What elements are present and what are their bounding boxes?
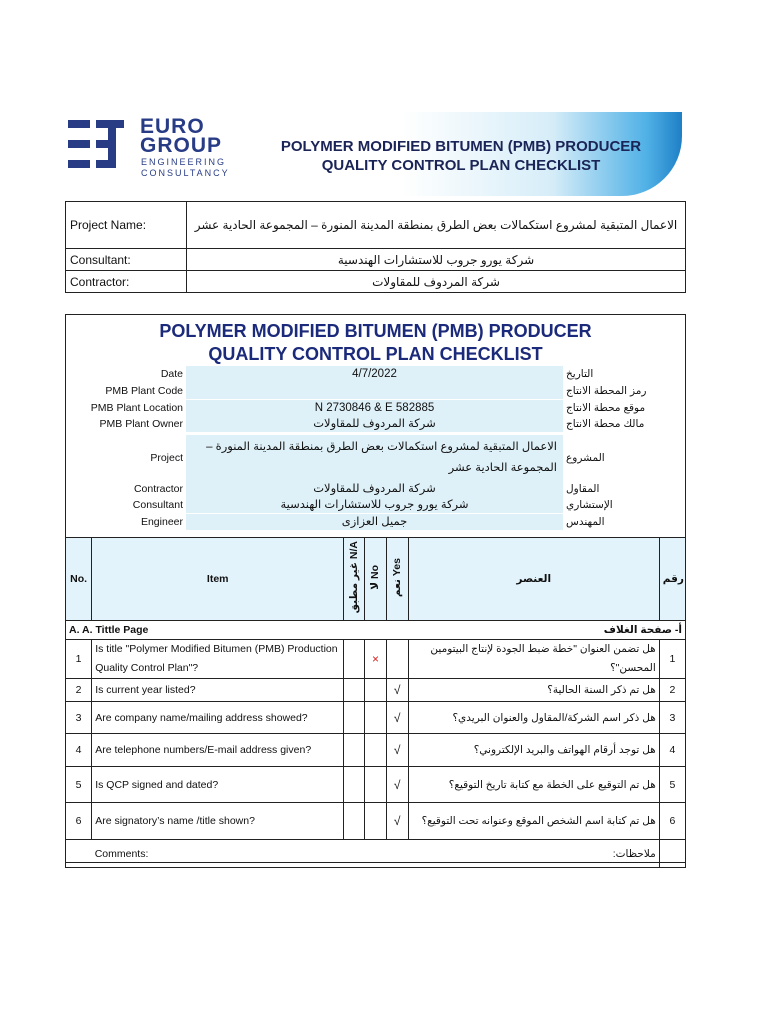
row-yes-cell[interactable] — [386, 640, 408, 679]
meta-value — [186, 383, 563, 399]
meta-row-plant-owner — [66, 416, 685, 433]
col-header-na — [344, 538, 365, 621]
meta-label-ar: الإستشاري — [566, 499, 613, 511]
comments-row — [66, 840, 686, 868]
row-item: Are signatory’s name /title shown? — [92, 803, 344, 840]
meta-row-plant-code — [66, 383, 685, 400]
row-item-ar: هل تضمن العنوان "خطة ضبط الجودة لإنتاج البيتومين المحسن"؟ — [408, 640, 659, 679]
col-header-no-answer — [365, 538, 386, 621]
row-no-cell[interactable] — [365, 767, 386, 803]
project-name-value: الاعمال المتبقية لمشروع استكمالات بعض الطرق بمنطقة المدينة المنورة – المجموعة الحادية عشر — [187, 202, 686, 249]
meta-label-ar: موقع محطة الانتاج — [566, 402, 646, 414]
row-item-ar: هل توجد أرقام الهواتف والبريد الإلكتروني؟ — [408, 734, 659, 767]
section-title-ar: أ- صفحة الغلاف — [386, 621, 685, 640]
table-row — [66, 734, 686, 767]
row-item: Are company name/mailing address showed? — [92, 702, 344, 734]
meta-label: PMB Plant Owner — [99, 418, 183, 430]
meta-label: Project — [150, 452, 183, 464]
row-na-cell[interactable] — [344, 803, 365, 840]
row-yes-cell[interactable]: √ — [386, 767, 408, 803]
row-yes-cell[interactable]: √ — [386, 734, 408, 767]
row-item-ar: هل تم ذكر السنة الحالية؟ — [408, 679, 659, 702]
page-title-line1: POLYMER MODIFIED BITUMEN (PMB) PRODUCER — [280, 138, 642, 155]
meta-row-project — [66, 434, 685, 482]
page-title — [266, 137, 656, 175]
project-name-label: Project Name: — [66, 202, 187, 249]
checklist-table — [65, 537, 686, 868]
table-row — [66, 702, 686, 734]
logo-text-engineering: ENGINEERING — [141, 157, 227, 167]
meta-label: PMB Plant Code — [105, 385, 183, 397]
row-item: Are telephone numbers/E-mail address given? — [92, 734, 344, 767]
meta-row-contractor — [66, 481, 685, 498]
row-number: 1 — [66, 640, 92, 679]
row-number: 6 — [66, 803, 92, 840]
contractor-label: Contractor: — [66, 271, 187, 293]
table-row — [66, 803, 686, 840]
row-na-cell[interactable] — [344, 679, 365, 702]
col-header-no: No. — [66, 538, 92, 621]
comments-label-ar[interactable]: ملاحظات: — [408, 840, 659, 868]
page-title-line2: QUALITY CONTROL PLAN CHECKLIST — [321, 157, 601, 174]
row-item-ar: هل تم كتابة اسم الشخص الموقع وعنوانه تحت التوقيع؟ — [408, 803, 659, 840]
meta-label-ar: مالك محطة الانتاج — [566, 418, 645, 430]
col-header-item: Item — [92, 538, 344, 621]
meta-value: شركة المردوف للمقاولات — [186, 481, 563, 497]
row-yes-cell[interactable]: √ — [386, 702, 408, 734]
table-header-row — [66, 538, 686, 621]
row-number: 3 — [66, 702, 92, 734]
row-item: Is current year listed? — [92, 679, 344, 702]
meta-label: Consultant — [132, 499, 183, 511]
row-number-ar: 4 — [659, 734, 685, 767]
row-na-cell[interactable] — [344, 702, 365, 734]
row-na-cell[interactable] — [344, 767, 365, 803]
row-yes-cell[interactable]: √ — [386, 679, 408, 702]
meta-value: شركة يورو جروب للاستشارات الهندسية — [186, 497, 563, 513]
consultant-value: شركة يورو جروب للاستشارات الهندسية — [187, 249, 686, 271]
meta-value: جميل العزازى — [186, 514, 563, 530]
row-number-ar: 2 — [659, 679, 685, 702]
comments-label[interactable]: Comments: — [92, 840, 409, 868]
meta-value: شركة المردوف للمقاولات — [186, 416, 563, 432]
row-no-cell[interactable] — [365, 734, 386, 767]
meta-label: Date — [160, 368, 183, 380]
row-na-cell[interactable] — [344, 640, 365, 679]
checklist-title-line2: QUALITY CONTROL PLAN CHECKLIST — [208, 344, 543, 364]
logo-text-group: GROUP — [140, 134, 223, 157]
consultant-label: Consultant: — [66, 249, 187, 271]
row-item: Is title "Polymer Modified Bitumen (PMB) Production Quality Control Plan"? — [92, 640, 344, 679]
meta-value: الاعمال المتبقية لمشروع استكمالات بعض الطرق بمنطقة المدينة المنورة – المجموعة الحادية عشر — [186, 435, 563, 481]
row-number: 5 — [66, 767, 92, 803]
meta-label-ar: المقاول — [566, 483, 600, 495]
meta-label-ar: رمز المحطة الانتاج — [566, 385, 647, 397]
row-number: 2 — [66, 679, 92, 702]
contractor-value: شركة المردوف للمقاولات — [187, 271, 686, 293]
section-title-en: A. A. Tittle Page — [66, 621, 387, 640]
meta-row-plant-location — [66, 400, 685, 417]
meta-label-ar: المهندس — [566, 516, 605, 528]
meta-row-consultant — [66, 497, 685, 514]
logo-text-consultancy: CONSULTANCY — [141, 168, 230, 178]
row-no-cell[interactable]: × — [365, 640, 386, 679]
logo-text-sub — [141, 157, 230, 179]
meta-value: 4/7/2022 — [186, 366, 563, 383]
col-header-na-text: غير مطبق N/A — [348, 541, 361, 614]
row-item-ar: هل ذكر اسم الشركة/المقاول والعنوان البريدي؟ — [408, 702, 659, 734]
col-header-yes — [386, 538, 408, 621]
euro-group-logo-icon — [68, 120, 124, 168]
col-header-no-ar: رقم — [659, 538, 685, 621]
row-yes-cell[interactable]: √ — [386, 803, 408, 840]
checklist-title-line1: POLYMER MODIFIED BITUMEN (PMB) PRODUCER — [159, 321, 592, 341]
col-header-no-answer-text: لا No — [369, 565, 382, 590]
comments-spacer-ar — [659, 840, 685, 868]
row-number-ar: 6 — [659, 803, 685, 840]
meta-label: Engineer — [140, 516, 183, 528]
checklist-title — [66, 320, 685, 366]
row-no-cell[interactable] — [365, 702, 386, 734]
row-no-cell[interactable] — [365, 803, 386, 840]
row-item: Is QCP signed and dated? — [92, 767, 344, 803]
row-no-cell[interactable] — [365, 679, 386, 702]
section-row — [66, 621, 686, 640]
row-number-ar: 5 — [659, 767, 685, 803]
row-na-cell[interactable] — [344, 734, 365, 767]
meta-label-ar: التاريخ — [566, 368, 594, 380]
col-header-item-ar: العنصر — [408, 538, 659, 621]
meta-label: Contractor — [133, 483, 183, 495]
meta-row-engineer — [66, 514, 685, 531]
meta-label: PMB Plant Location — [90, 402, 183, 414]
meta-value: N 2730846 & E 582885 — [186, 400, 563, 416]
row-number-ar: 1 — [659, 640, 685, 679]
project-info-table — [65, 201, 686, 293]
row-item-ar: هل تم التوقيع على الخطة مع كتابة تاريخ التوقيع؟ — [408, 767, 659, 803]
row-number: 4 — [66, 734, 92, 767]
col-header-yes-text: نعم Yes — [391, 557, 404, 598]
comments-spacer — [66, 840, 92, 868]
meta-label-ar: المشروع — [566, 452, 605, 464]
table-row — [66, 640, 686, 679]
table-row — [66, 767, 686, 803]
row-number-ar: 3 — [659, 702, 685, 734]
table-row — [66, 679, 686, 702]
logo-text-euro: EURO — [140, 115, 205, 138]
meta-row-date — [66, 366, 685, 383]
